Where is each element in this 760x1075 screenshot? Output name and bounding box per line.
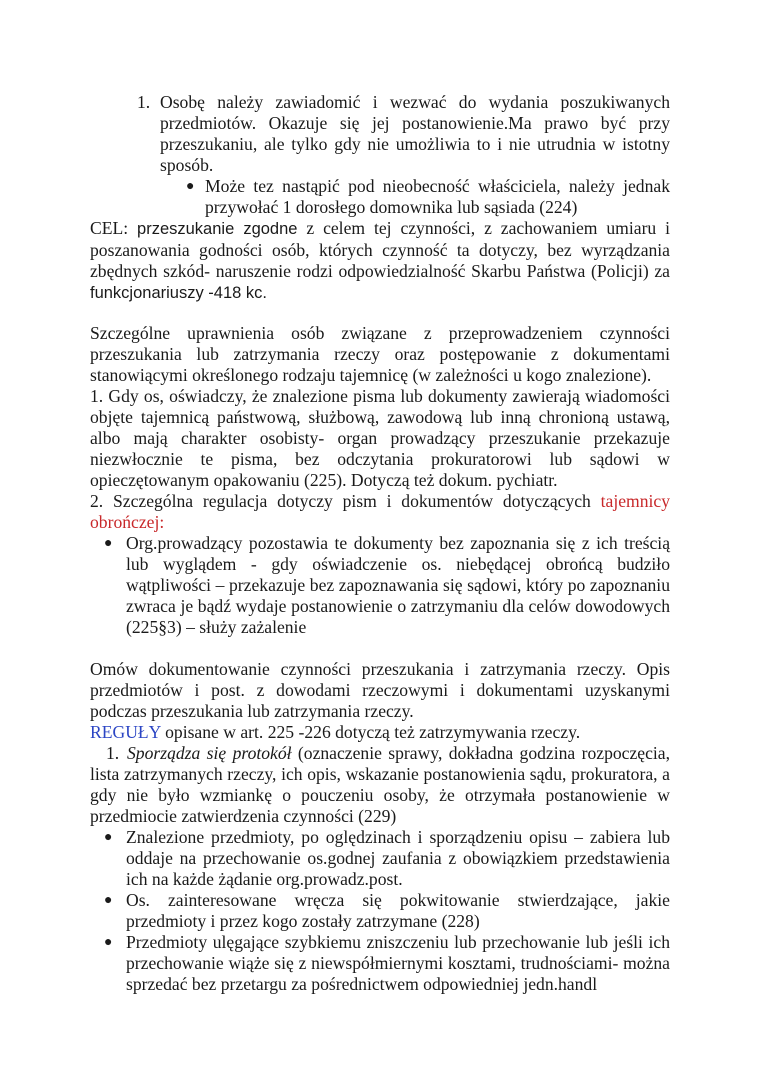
bullet-text: Os. zainteresowane wręcza się pokwitowanie stwierdzające, jakie przedmioty i przez kogo zostały zatrzymane (228) xyxy=(126,890,670,931)
bullet-icon: ● xyxy=(104,935,113,950)
cel-label: CEL: xyxy=(90,218,129,238)
item-italic: Sporządza się protokół xyxy=(127,743,292,763)
bullet-text: Może tez nastąpić pod nieobecność właściciela, należy jednak przywołać 1 dorosłego domownika lub sąsiada (224) xyxy=(205,176,670,217)
rules-rest: opisane w art. 225 -226 dotyczą też zatrzymywania rzeczy. xyxy=(160,722,581,742)
cel-paragraph xyxy=(90,218,670,304)
cel-text-end: funkcjonariuszy -418 kc. xyxy=(90,284,267,302)
cel-highlight: przeszukanie zgodne xyxy=(137,220,298,238)
section3-rules xyxy=(90,722,670,743)
section2-point1: 1. Gdy os, oświadczy, że znalezione pisma lub dokumenty zawierają wiadomości objęte tajemnicą państwową, służbową, zawodową lub inną chronioną ustawą, albo mają charakter osobisty- organ prowadzący przeszukanie przekazuje niezwłocznie te pisma, bez odczytania prokuratorowi lub sądowi w opieczętowanym opakowaniu (225). Dotyczą też dokum. pychiatr. xyxy=(90,386,670,490)
cel-text: z celem tej czynności, z zachowaniem umiaru i poszanowania godności osób, których czynność ta dotyczy, bez wyrządzania zbędnych szkód- naruszenie rodzi odpowiedzialność Skarbu Państwa (Policji) za xyxy=(90,218,671,281)
rules-blue: REGUŁY xyxy=(90,722,161,742)
list-number: 1. xyxy=(137,92,151,112)
bullet-text: Org.prowadzący pozostawia te dokumenty bez zapoznania się z ich treścią lub wyglądem - gdy oświadczenie os. niebędącej obrońcą budziło wątpliwości – przekazuje bez zapoznawania się sądowi, który po zapoznaniu zwraca je bądź wydaje postanowienie o zatrzymaniu dla celów dowodowych (225§3) – służy zażalenie xyxy=(126,533,670,637)
bullet-text: Przedmioty ulęgające szybkiemu zniszczeniu lub przechowanie lub jeśli ich przechowanie wiąże się z niewspółmiernymi kosztami, trudnościami- można sprzedać bez przetargu za pośrednictwem odpowiedniej jedn.handl xyxy=(126,932,670,994)
bullet-icon: ● xyxy=(104,893,113,908)
bullet-icon: ● xyxy=(104,536,113,551)
bullet-icon: ● xyxy=(104,830,113,845)
section3-item xyxy=(90,743,670,827)
point2-prefix: 2. Szczególna regulacja dotyczy pism i dokumentów dotyczących xyxy=(90,491,601,511)
bullet-icon: ● xyxy=(186,179,195,194)
list-item-text: Osobę należy zawiadomić i wezwać do wydania poszukiwanych przedmiotów. Okazuje się jej postanowienie.Ma prawo być przy przeszukaniu, ale tylko gdy nie umożliwia to i nie utrudnia w istotny sposób. xyxy=(160,92,670,175)
point2-red: tajemnicy obrończej: xyxy=(90,491,670,532)
section2-intro: Szczególne uprawnienia osób związane z przeprowadzeniem czynności przeszukania lub zatrzymania rzeczy oraz postępowanie z dokumentami stanowiącymi określonego rodzaju tajemnicę (w zależności u kogo znalezione). xyxy=(90,323,670,385)
section2-point2 xyxy=(90,491,670,533)
section3-question: Omów dokumentowanie czynności przeszukania i zatrzymania rzeczy. Opis przedmiotów i post. z dowodami rzeczowymi i dokumentami uzyskanymi podczas przeszukania lub zatrzymania rzeczy. xyxy=(90,659,670,721)
list-number: 1. xyxy=(106,743,120,763)
bullet-text: Znalezione przedmioty, po oględzinach i sporządzeniu opisu – zabiera lub oddaje na przechowanie os.godnej zaufania z obowiązkiem przedstawienia ich na każde żądanie org.prowadz.post. xyxy=(126,827,670,889)
item-rest: (oznaczenie sprawy, dokładna godzina rozpoczęcia, lista zatrzymanych rzeczy, ich opis, wskazanie postanowienia sądu, prokuratora, a gdy nie było wzmiankę o pouczeniu osoby, że otrzymała postanowienie w przedmiocie zatwierdzenia czynności (229) xyxy=(90,743,670,826)
